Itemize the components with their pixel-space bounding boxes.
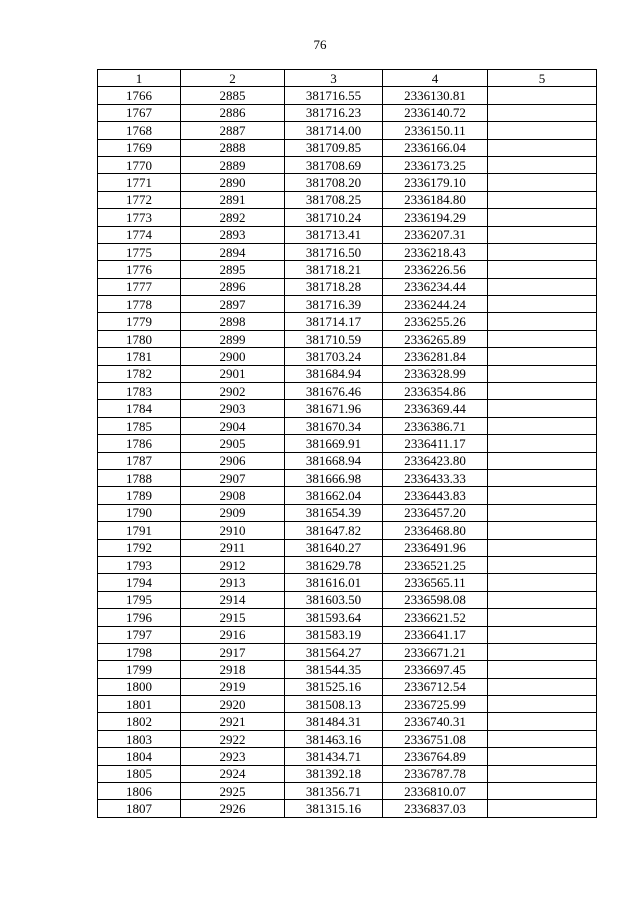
table-cell-col-1: 1805 — [98, 765, 181, 782]
table-cell-col-4: 2336598.08 — [383, 591, 488, 608]
table-row — [98, 296, 597, 313]
table-row — [98, 452, 597, 469]
table-cell-col-5 — [488, 383, 597, 400]
table-cell-col-4: 2336621.52 — [383, 609, 488, 626]
table-cell-col-3: 381718.28 — [285, 278, 383, 295]
table-cell-col-1: 1792 — [98, 539, 181, 556]
table-cell-col-3: 381713.41 — [285, 226, 383, 243]
table-cell-col-2: 2887 — [181, 122, 285, 139]
table-cell-col-1: 1802 — [98, 713, 181, 730]
table-cell-col-1: 1807 — [98, 800, 181, 817]
table-cell-col-5 — [488, 278, 597, 295]
table-cell-col-2: 2904 — [181, 417, 285, 434]
table-row — [98, 400, 597, 417]
table-cell-col-3: 381708.20 — [285, 174, 383, 191]
table-cell-col-4: 2336468.80 — [383, 522, 488, 539]
table-cell-col-2: 2909 — [181, 504, 285, 521]
table-cell-col-1: 1769 — [98, 139, 181, 156]
table-cell-col-1: 1791 — [98, 522, 181, 539]
table-cell-col-4: 2336787.78 — [383, 765, 488, 782]
table-cell-col-3: 381684.94 — [285, 365, 383, 382]
table-cell-col-5 — [488, 400, 597, 417]
table-cell-col-2: 2915 — [181, 609, 285, 626]
column-header-3: 3 — [285, 70, 383, 87]
table-cell-col-2: 2921 — [181, 713, 285, 730]
table-cell-col-5 — [488, 452, 597, 469]
table-cell-col-1: 1782 — [98, 365, 181, 382]
table-row — [98, 522, 597, 539]
table-cell-col-1: 1786 — [98, 435, 181, 452]
table-row — [98, 591, 597, 608]
table-cell-col-3: 381703.24 — [285, 348, 383, 365]
table-cell-col-5 — [488, 643, 597, 660]
table-row — [98, 191, 597, 208]
table-cell-col-2: 2918 — [181, 661, 285, 678]
table-cell-col-1: 1785 — [98, 417, 181, 434]
table-cell-col-4: 2336130.81 — [383, 87, 488, 104]
table-header-row — [98, 70, 597, 87]
table-cell-col-1: 1796 — [98, 609, 181, 626]
table-cell-col-3: 381629.78 — [285, 556, 383, 573]
table-cell-col-4: 2336354.86 — [383, 383, 488, 400]
table-cell-col-1: 1776 — [98, 261, 181, 278]
table-cell-col-2: 2924 — [181, 765, 285, 782]
table-cell-col-1: 1780 — [98, 330, 181, 347]
table-cell-col-5 — [488, 696, 597, 713]
table-cell-col-3: 381544.35 — [285, 661, 383, 678]
table-cell-col-2: 2926 — [181, 800, 285, 817]
table-cell-col-3: 381708.25 — [285, 191, 383, 208]
table-cell-col-3: 381662.04 — [285, 487, 383, 504]
table-cell-col-1: 1787 — [98, 452, 181, 469]
table-cell-col-2: 2907 — [181, 469, 285, 486]
table-cell-col-5 — [488, 591, 597, 608]
table-cell-col-2: 2910 — [181, 522, 285, 539]
table-cell-col-1: 1767 — [98, 104, 181, 121]
table-cell-col-4: 2336184.80 — [383, 191, 488, 208]
table-cell-col-4: 2336712.54 — [383, 678, 488, 695]
table-cell-col-3: 381593.64 — [285, 609, 383, 626]
table-cell-col-2: 2901 — [181, 365, 285, 382]
table-cell-col-5 — [488, 783, 597, 800]
table-cell-col-2: 2922 — [181, 730, 285, 747]
table-cell-col-4: 2336226.56 — [383, 261, 488, 278]
table-cell-col-3: 381714.00 — [285, 122, 383, 139]
table-cell-col-5 — [488, 661, 597, 678]
table-cell-col-5 — [488, 469, 597, 486]
table-cell-col-2: 2895 — [181, 261, 285, 278]
table-cell-col-5 — [488, 504, 597, 521]
table-cell-col-4: 2336697.45 — [383, 661, 488, 678]
table-cell-col-5 — [488, 365, 597, 382]
table-cell-col-4: 2336810.07 — [383, 783, 488, 800]
table-row — [98, 678, 597, 695]
table-cell-col-3: 381647.82 — [285, 522, 383, 539]
table-cell-col-4: 2336234.44 — [383, 278, 488, 295]
table-cell-col-3: 381709.85 — [285, 139, 383, 156]
table-cell-col-5 — [488, 209, 597, 226]
table-cell-col-5 — [488, 191, 597, 208]
table-cell-col-5 — [488, 261, 597, 278]
page-number: 76 — [313, 37, 327, 52]
table-row — [98, 87, 597, 104]
table-cell-col-3: 381583.19 — [285, 626, 383, 643]
table-cell-col-2: 2916 — [181, 626, 285, 643]
table-cell-col-1: 1799 — [98, 661, 181, 678]
table-row — [98, 122, 597, 139]
table-cell-col-5 — [488, 574, 597, 591]
table-cell-col-2: 2898 — [181, 313, 285, 330]
table-cell-col-5 — [488, 539, 597, 556]
table-cell-col-5 — [488, 87, 597, 104]
table-cell-col-3: 381392.18 — [285, 765, 383, 782]
table-row — [98, 626, 597, 643]
table-cell-col-2: 2899 — [181, 330, 285, 347]
table-cell-col-3: 381714.17 — [285, 313, 383, 330]
table-cell-col-4: 2336369.44 — [383, 400, 488, 417]
table-cell-col-4: 2336423.80 — [383, 452, 488, 469]
table-cell-col-1: 1773 — [98, 209, 181, 226]
table-cell-col-1: 1766 — [98, 87, 181, 104]
table-cell-col-1: 1770 — [98, 156, 181, 173]
table-cell-col-3: 381525.16 — [285, 678, 383, 695]
table-cell-col-4: 2336255.26 — [383, 313, 488, 330]
table-cell-col-4: 2336194.29 — [383, 209, 488, 226]
table-cell-col-4: 2336411.17 — [383, 435, 488, 452]
table-cell-col-3: 381484.31 — [285, 713, 383, 730]
table-cell-col-2: 2917 — [181, 643, 285, 660]
table-cell-col-3: 381718.21 — [285, 261, 383, 278]
column-header-5: 5 — [488, 70, 597, 87]
table-cell-col-5 — [488, 296, 597, 313]
table-cell-col-5 — [488, 156, 597, 173]
table-cell-col-3: 381666.98 — [285, 469, 383, 486]
table-cell-col-2: 2885 — [181, 87, 285, 104]
table-cell-col-1: 1804 — [98, 748, 181, 765]
table-cell-col-3: 381716.39 — [285, 296, 383, 313]
table-cell-col-1: 1777 — [98, 278, 181, 295]
table-row — [98, 574, 597, 591]
table-cell-col-5 — [488, 522, 597, 539]
table-cell-col-2: 2903 — [181, 400, 285, 417]
table-row — [98, 609, 597, 626]
table-cell-col-5 — [488, 139, 597, 156]
table-cell-col-3: 381603.50 — [285, 591, 383, 608]
table-cell-col-1: 1772 — [98, 191, 181, 208]
table-cell-col-2: 2923 — [181, 748, 285, 765]
table-row — [98, 174, 597, 191]
table-cell-col-3: 381716.50 — [285, 243, 383, 260]
table-cell-col-4: 2336386.71 — [383, 417, 488, 434]
table-cell-col-2: 2920 — [181, 696, 285, 713]
table-cell-col-3: 381640.27 — [285, 539, 383, 556]
table-cell-col-1: 1778 — [98, 296, 181, 313]
table-cell-col-2: 2894 — [181, 243, 285, 260]
table-cell-col-3: 381564.27 — [285, 643, 383, 660]
table-cell-col-3: 381315.16 — [285, 800, 383, 817]
table-cell-col-5 — [488, 330, 597, 347]
table-cell-col-1: 1788 — [98, 469, 181, 486]
table-cell-col-4: 2336671.21 — [383, 643, 488, 660]
table-cell-col-3: 381716.55 — [285, 87, 383, 104]
table-cell-col-3: 381508.13 — [285, 696, 383, 713]
table-cell-col-2: 2908 — [181, 487, 285, 504]
table-cell-col-3: 381708.69 — [285, 156, 383, 173]
table-cell-col-4: 2336491.96 — [383, 539, 488, 556]
table-cell-col-5 — [488, 313, 597, 330]
table-cell-col-5 — [488, 626, 597, 643]
table-row — [98, 730, 597, 747]
table-row — [98, 696, 597, 713]
table-row — [98, 261, 597, 278]
table-cell-col-5 — [488, 609, 597, 626]
table-cell-col-3: 381356.71 — [285, 783, 383, 800]
table-cell-col-1: 1781 — [98, 348, 181, 365]
table-row — [98, 383, 597, 400]
table-cell-col-4: 2336521.25 — [383, 556, 488, 573]
table-row — [98, 713, 597, 730]
table-cell-col-1: 1771 — [98, 174, 181, 191]
table-cell-col-4: 2336764.89 — [383, 748, 488, 765]
table-cell-col-2: 2902 — [181, 383, 285, 400]
table-cell-col-1: 1801 — [98, 696, 181, 713]
table-cell-col-2: 2906 — [181, 452, 285, 469]
table-cell-col-5 — [488, 417, 597, 434]
table-cell-col-5 — [488, 243, 597, 260]
table-cell-col-2: 2891 — [181, 191, 285, 208]
table-cell-col-4: 2336328.99 — [383, 365, 488, 382]
table-cell-col-3: 381654.39 — [285, 504, 383, 521]
table-cell-col-3: 381616.01 — [285, 574, 383, 591]
table-cell-col-1: 1790 — [98, 504, 181, 521]
table-cell-col-2: 2905 — [181, 435, 285, 452]
table-row — [98, 487, 597, 504]
table-row — [98, 156, 597, 173]
table-cell-col-2: 2890 — [181, 174, 285, 191]
table-row — [98, 209, 597, 226]
coordinates-table — [97, 69, 597, 818]
table-row — [98, 330, 597, 347]
table-cell-col-4: 2336751.08 — [383, 730, 488, 747]
table-cell-col-3: 381670.34 — [285, 417, 383, 434]
table-cell-col-5 — [488, 122, 597, 139]
table-row — [98, 435, 597, 452]
table-cell-col-2: 2893 — [181, 226, 285, 243]
table-cell-col-5 — [488, 678, 597, 695]
table-cell-col-4: 2336140.72 — [383, 104, 488, 121]
table-row — [98, 348, 597, 365]
table-row — [98, 139, 597, 156]
table-row — [98, 104, 597, 121]
table-row — [98, 800, 597, 817]
table-cell-col-5 — [488, 556, 597, 573]
column-header-4: 4 — [383, 70, 488, 87]
table-cell-col-4: 2336433.33 — [383, 469, 488, 486]
table-row — [98, 365, 597, 382]
table-cell-col-3: 381669.91 — [285, 435, 383, 452]
table-cell-col-3: 381676.46 — [285, 383, 383, 400]
table-cell-col-1: 1794 — [98, 574, 181, 591]
table-cell-col-5 — [488, 226, 597, 243]
table-cell-col-4: 2336457.20 — [383, 504, 488, 521]
table-cell-col-3: 381710.59 — [285, 330, 383, 347]
table-cell-col-2: 2912 — [181, 556, 285, 573]
table-row — [98, 417, 597, 434]
table-cell-col-4: 2336179.10 — [383, 174, 488, 191]
table-cell-col-4: 2336207.31 — [383, 226, 488, 243]
table-cell-col-1: 1775 — [98, 243, 181, 260]
table-row — [98, 783, 597, 800]
table-cell-col-4: 2336150.11 — [383, 122, 488, 139]
table-cell-col-5 — [488, 800, 597, 817]
table-cell-col-1: 1779 — [98, 313, 181, 330]
table-cell-col-3: 381434.71 — [285, 748, 383, 765]
table-cell-col-2: 2911 — [181, 539, 285, 556]
table-row — [98, 661, 597, 678]
table-cell-col-4: 2336281.84 — [383, 348, 488, 365]
table-cell-col-5 — [488, 765, 597, 782]
table-cell-col-1: 1800 — [98, 678, 181, 695]
table-cell-col-2: 2919 — [181, 678, 285, 695]
table-cell-col-4: 2336837.03 — [383, 800, 488, 817]
table-cell-col-4: 2336218.43 — [383, 243, 488, 260]
table-cell-col-1: 1806 — [98, 783, 181, 800]
table-cell-col-4: 2336443.83 — [383, 487, 488, 504]
table-row — [98, 539, 597, 556]
table-cell-col-1: 1783 — [98, 383, 181, 400]
table-row — [98, 243, 597, 260]
table-cell-col-5 — [488, 104, 597, 121]
table-cell-col-2: 2897 — [181, 296, 285, 313]
table-cell-col-1: 1774 — [98, 226, 181, 243]
table-cell-col-3: 381716.23 — [285, 104, 383, 121]
table-cell-col-1: 1784 — [98, 400, 181, 417]
table-row — [98, 469, 597, 486]
table-row — [98, 226, 597, 243]
table-cell-col-5 — [488, 730, 597, 747]
table-cell-col-1: 1803 — [98, 730, 181, 747]
table-row — [98, 556, 597, 573]
table-cell-col-1: 1798 — [98, 643, 181, 660]
table-cell-col-2: 2888 — [181, 139, 285, 156]
table-cell-col-2: 2913 — [181, 574, 285, 591]
table-cell-col-4: 2336565.11 — [383, 574, 488, 591]
table-cell-col-2: 2896 — [181, 278, 285, 295]
table-row — [98, 748, 597, 765]
table-cell-col-3: 381710.24 — [285, 209, 383, 226]
table-row — [98, 278, 597, 295]
table-row — [98, 504, 597, 521]
table-cell-col-4: 2336641.17 — [383, 626, 488, 643]
table-cell-col-5 — [488, 487, 597, 504]
table-cell-col-4: 2336244.24 — [383, 296, 488, 313]
table-cell-col-2: 2925 — [181, 783, 285, 800]
table-cell-col-4: 2336173.25 — [383, 156, 488, 173]
table-cell-col-2: 2900 — [181, 348, 285, 365]
table-cell-col-2: 2889 — [181, 156, 285, 173]
table-cell-col-3: 381671.96 — [285, 400, 383, 417]
table-cell-col-4: 2336725.99 — [383, 696, 488, 713]
table-row — [98, 313, 597, 330]
table-row — [98, 765, 597, 782]
column-header-2: 2 — [181, 70, 285, 87]
table-cell-col-3: 381668.94 — [285, 452, 383, 469]
table-cell-col-1: 1795 — [98, 591, 181, 608]
table-cell-col-4: 2336265.89 — [383, 330, 488, 347]
table-cell-col-1: 1768 — [98, 122, 181, 139]
table-cell-col-5 — [488, 748, 597, 765]
table-cell-col-4: 2336166.04 — [383, 139, 488, 156]
table-cell-col-2: 2914 — [181, 591, 285, 608]
table-cell-col-5 — [488, 174, 597, 191]
table-cell-col-1: 1793 — [98, 556, 181, 573]
table-cell-col-1: 1789 — [98, 487, 181, 504]
table-cell-col-5 — [488, 713, 597, 730]
table-cell-col-2: 2892 — [181, 209, 285, 226]
table-cell-col-2: 2886 — [181, 104, 285, 121]
table-cell-col-5 — [488, 435, 597, 452]
table-cell-col-1: 1797 — [98, 626, 181, 643]
column-header-1: 1 — [98, 70, 181, 87]
table-cell-col-5 — [488, 348, 597, 365]
table-cell-col-4: 2336740.31 — [383, 713, 488, 730]
table-body — [98, 87, 597, 817]
table-row — [98, 643, 597, 660]
table-cell-col-3: 381463.16 — [285, 730, 383, 747]
